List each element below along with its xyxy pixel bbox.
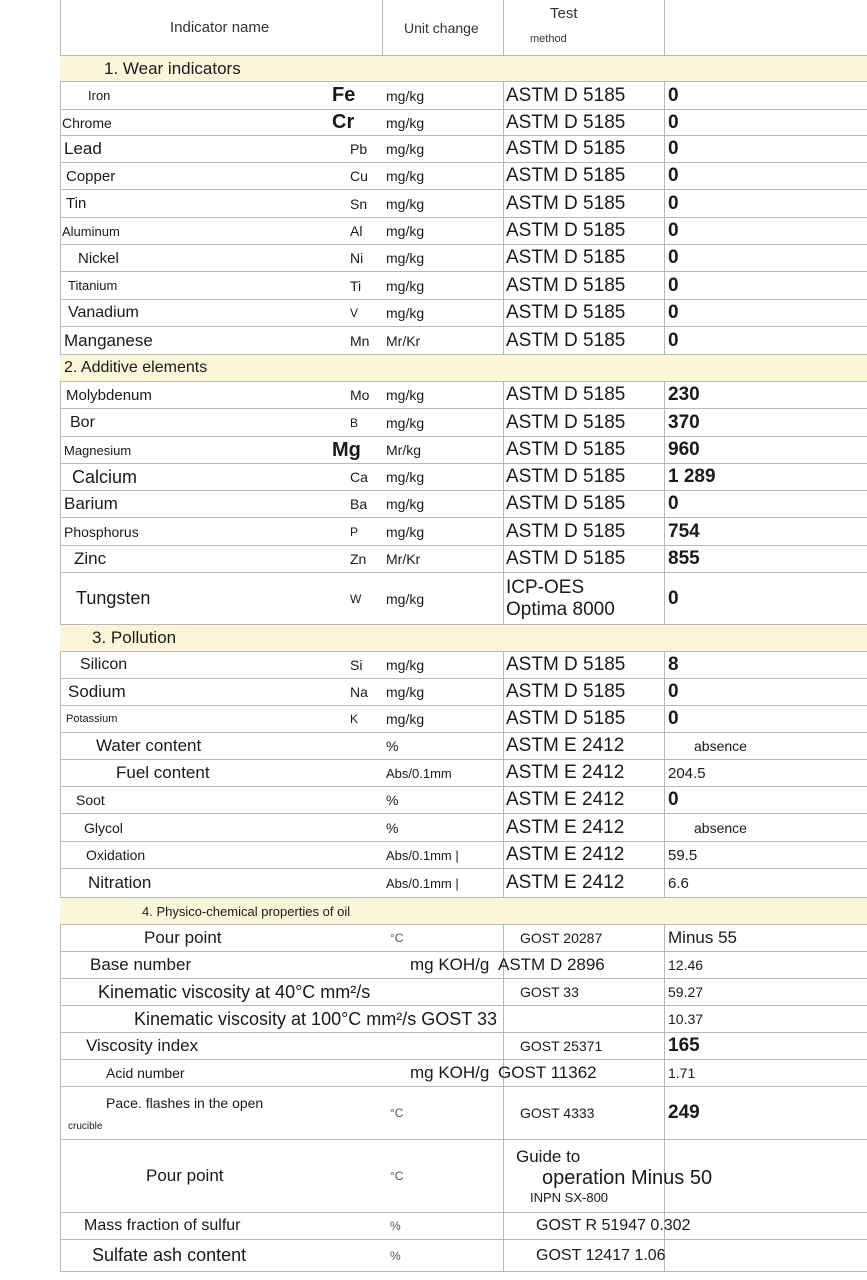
result-value: 59.5	[668, 846, 698, 864]
table-row	[60, 869, 867, 898]
test-method-line: ICP-OES	[506, 576, 585, 598]
header-indicator: Indicator name	[170, 19, 270, 36]
result-value: 0	[668, 247, 679, 268]
section-title: 1. Wear indicators	[104, 58, 241, 78]
indicator-name: Viscosity index	[86, 1036, 199, 1055]
indicator-name: Soot	[76, 792, 105, 808]
indicator-name: Calcium	[72, 466, 138, 487]
test-method: ASTM D 5185	[506, 220, 626, 241]
result-value: 6.6	[668, 874, 689, 892]
indicator-name	[68, 1087, 368, 1139]
section-title: 2. Additive elements	[64, 359, 208, 376]
test-method: ASTM D 5185	[506, 192, 626, 214]
indicator-name: Magnesium	[64, 442, 132, 458]
element-symbol: Ti	[350, 277, 362, 294]
test-method: ASTM D 5185	[506, 111, 626, 133]
unit-value: °C	[390, 931, 404, 945]
element-symbol: Mo	[350, 387, 370, 403]
indicator-name: Copper	[66, 167, 116, 185]
table-row	[60, 925, 867, 952]
element-symbol: W	[350, 591, 362, 606]
test-method	[516, 1140, 776, 1212]
test-method: ASTM E 2412	[506, 735, 625, 756]
result-value: 12.46	[668, 957, 704, 973]
result-value: 0	[668, 220, 679, 241]
table-row	[60, 1240, 867, 1272]
element-symbol: Si	[350, 657, 363, 673]
table-row	[60, 218, 867, 245]
test-method: ASTM D 5185	[506, 654, 626, 675]
unit-value: Mr/Kr	[386, 551, 421, 567]
test-method: ASTM D 2896	[498, 955, 605, 974]
result-value: absence	[694, 819, 747, 836]
unit-value: mg KOH/g	[410, 955, 490, 974]
element-symbol: Zn	[350, 551, 367, 567]
table-row	[60, 491, 867, 518]
indicator-name: Sodium	[68, 682, 126, 701]
table-row	[60, 1140, 867, 1213]
indicator-name: Phosphorus	[64, 523, 139, 540]
result-value: 0	[668, 587, 679, 609]
unit-value: mg/kg	[386, 387, 425, 403]
test-method: ASTM E 2412	[506, 844, 625, 865]
test-method-line: INPN SX-800	[530, 1190, 609, 1205]
unit-value: mg/kg	[386, 305, 425, 321]
test-method: ASTM E 2412	[506, 816, 625, 838]
table-row	[60, 706, 867, 733]
result-value: absence	[694, 738, 747, 754]
element-symbol: Sn	[350, 195, 368, 212]
result-value: 960	[668, 439, 700, 460]
element-symbol: K	[350, 712, 359, 726]
result-value: 0	[668, 165, 679, 186]
table-row	[60, 110, 867, 136]
result-value: 370	[668, 411, 700, 433]
table-row	[60, 437, 867, 464]
table-row	[60, 1033, 867, 1060]
indicator-name: Lead	[64, 139, 102, 158]
indicator-name: Bor	[70, 413, 95, 431]
unit-value: mg/kg	[386, 496, 425, 512]
element-symbol: Na	[350, 684, 368, 700]
test-method: ASTM D 5185	[506, 165, 626, 186]
table-row	[60, 979, 867, 1006]
test-method: GOST 4333	[520, 1105, 595, 1121]
indicator-name: Nickel	[78, 249, 119, 267]
indicator-name: Tin	[66, 195, 87, 212]
result-value: 855	[668, 548, 700, 569]
result-value: 59.27	[668, 984, 704, 1000]
element-symbol: P	[350, 524, 359, 539]
table-row	[60, 842, 867, 869]
unit-value: mg/kg	[386, 250, 425, 266]
table-row	[60, 190, 867, 218]
result-value: 0	[668, 493, 679, 514]
unit-value: mg/kg	[386, 223, 425, 239]
result-value: 10.37	[668, 1011, 704, 1027]
indicator-name: Kinematic viscosity at 100°C mm²/s GOST 33	[134, 1008, 497, 1029]
element-symbol: Ni	[350, 250, 364, 266]
unit-value: °C	[390, 1169, 404, 1183]
section-title: 4. Physico-chemical properties of oil	[142, 903, 351, 919]
indicator-name: Nitration	[88, 873, 152, 892]
result-value: 0	[668, 681, 679, 702]
indicator-name: Silicon	[80, 656, 128, 673]
unit-value: mg/kg	[386, 657, 425, 673]
unit-value: °C	[390, 1106, 404, 1120]
unit-value: mg/kg	[386, 711, 425, 727]
test-method-line: Guide to	[516, 1147, 581, 1166]
table-row	[60, 300, 867, 327]
test-method: ASTM D 5185	[506, 274, 626, 296]
result-value: 8	[668, 654, 679, 675]
test-method	[506, 573, 664, 624]
table-row	[60, 518, 867, 546]
test-method: GOST 20287	[520, 930, 603, 946]
unit-value: mg/kg	[386, 414, 425, 431]
element-symbol: Cu	[350, 168, 368, 184]
indicator-name: Fuel content	[116, 763, 210, 782]
section-additive	[60, 355, 867, 382]
table-row	[60, 787, 867, 814]
table-row	[60, 760, 867, 787]
result-value: 0	[668, 708, 679, 729]
table-row	[60, 1060, 867, 1087]
table-row	[60, 382, 867, 409]
result-value: 0	[668, 111, 679, 133]
result-value: 165	[668, 1035, 700, 1056]
table-row	[60, 1087, 867, 1140]
element-symbol: V	[350, 306, 359, 320]
table-row	[60, 733, 867, 760]
table-row	[60, 546, 867, 573]
unit-value: Mr/kg	[386, 442, 421, 458]
indicator-name-line: Pace. flashes in the open	[106, 1094, 264, 1111]
indicator-name: Glycol	[84, 819, 123, 836]
indicator-name: Kinematic viscosity at 40°C mm²/s	[98, 981, 371, 1002]
indicator-name: Pour point	[144, 928, 222, 947]
analysis-table	[60, 0, 867, 1272]
indicator-name-line: crucible	[68, 1120, 103, 1132]
indicator-name: Manganese	[64, 330, 153, 350]
result-value: 1.71	[668, 1065, 696, 1081]
element-symbol: B	[350, 415, 359, 430]
indicator-name: Acid number	[106, 1065, 185, 1081]
unit-value: Abs/0.1mm |	[386, 847, 459, 863]
unit-value: mg/kg	[386, 87, 425, 104]
element-symbol: Mg	[332, 438, 361, 461]
table-header	[60, 0, 867, 56]
unit-value: Mr/Kr	[386, 332, 421, 349]
section-wear	[60, 56, 867, 82]
header-test: Test	[550, 5, 578, 22]
unit-value: mg/kg	[386, 168, 425, 184]
unit-value: Abs/0.1mm |	[386, 875, 459, 891]
table-row	[60, 136, 867, 163]
result-value: 0	[668, 789, 679, 810]
result-value: 754	[668, 520, 700, 542]
table-row	[60, 1213, 867, 1240]
indicator-name: Oxidation	[86, 847, 146, 863]
result-value: 0	[668, 329, 679, 351]
result-value: 1 289	[668, 466, 716, 487]
unit-value: mg/kg	[386, 684, 425, 700]
header-method: method	[530, 33, 567, 45]
element-symbol: Pb	[350, 141, 368, 157]
section-pollution	[60, 625, 867, 652]
table-row	[60, 679, 867, 706]
result-value: 204.5	[668, 764, 706, 782]
table-row	[60, 573, 867, 625]
unit-value: Abs/0.1mm	[386, 765, 452, 781]
result-value: Minus 55	[668, 928, 737, 947]
table-row	[60, 272, 867, 300]
table-row	[60, 163, 867, 190]
test-method: ASTM D 5185	[506, 411, 626, 433]
unit-value: mg/kg	[386, 195, 425, 212]
unit-value: %	[386, 819, 399, 836]
result-value: 0	[668, 274, 679, 296]
unit-value: mg/kg	[386, 277, 425, 294]
test-method-line: Optima 8000	[506, 598, 615, 620]
unit-value: %	[386, 792, 399, 808]
test-method: ASTM D 5185	[506, 466, 626, 487]
unit-value: %	[386, 738, 399, 754]
indicator-name: Barium	[64, 494, 118, 513]
test-method: ASTM D 5185	[506, 302, 626, 323]
element-symbol: Mn	[350, 332, 370, 349]
unit-value: %	[390, 1248, 401, 1263]
result-value: 0	[668, 84, 679, 106]
unit-value: mg/kg	[386, 141, 425, 157]
element-symbol: Al	[350, 223, 363, 239]
result-value: 230	[668, 384, 700, 405]
unit-value: mg/kg	[386, 590, 425, 607]
indicator-name: Iron	[88, 88, 111, 103]
result-value: 249	[668, 1102, 700, 1123]
indicator-name: Sulfate ash content	[92, 1245, 247, 1265]
test-method: GOST R 51947 0.302	[536, 1217, 691, 1234]
table-row	[60, 1006, 867, 1033]
test-method: ASTM E 2412	[506, 872, 625, 893]
result-value: 0	[668, 302, 679, 323]
element-symbol: Ba	[350, 496, 368, 512]
unit-value: %	[390, 1219, 401, 1233]
section-physchem	[60, 898, 867, 925]
unit-value: mg/kg	[386, 523, 425, 540]
test-method: ASTM D 5185	[506, 493, 626, 514]
table-row	[60, 464, 867, 491]
test-method: ASTM E 2412	[506, 762, 625, 783]
test-method: ASTM D 5185	[506, 384, 626, 405]
test-method: ASTM D 5185	[506, 138, 626, 159]
test-method: GOST 12417 1.06	[536, 1246, 666, 1264]
element-symbol: Cr	[332, 111, 355, 133]
indicator-name: Mass fraction of sulfur	[84, 1217, 241, 1234]
indicator-name: Water content	[96, 736, 202, 755]
unit-value: mg/kg	[386, 469, 425, 485]
indicator-name: Potassium	[66, 713, 118, 725]
test-method-line: operation Minus 50	[542, 1167, 713, 1189]
table-row	[60, 652, 867, 679]
indicator-name: Pour point	[146, 1166, 224, 1185]
indicator-name: Titanium	[68, 278, 118, 293]
test-method: ASTM E 2412	[506, 789, 625, 810]
table-row	[60, 327, 867, 355]
indicator-name: Vanadium	[68, 304, 139, 321]
table-row	[60, 952, 867, 979]
indicator-name: Chrome	[62, 114, 112, 131]
test-method: ASTM D 5185	[506, 708, 626, 729]
test-method: GOST 33	[520, 984, 579, 1000]
indicator-name: Tungsten	[76, 588, 151, 608]
test-method: ASTM D 5185	[506, 520, 626, 542]
result-value: 0	[668, 138, 679, 159]
indicator-name: Base number	[90, 955, 192, 974]
element-symbol: Ca	[350, 469, 368, 485]
test-method: ASTM D 5185	[506, 329, 626, 351]
test-method: ASTM D 5185	[506, 84, 626, 106]
indicator-name: Aluminum	[62, 223, 120, 239]
table-row	[60, 814, 867, 842]
table-row	[60, 245, 867, 272]
result-value: 0	[668, 192, 679, 214]
element-symbol: Fe	[332, 84, 356, 106]
indicator-name: Zinc	[74, 549, 107, 568]
indicator-name: Molybdenum	[66, 386, 152, 404]
section-title: 3. Pollution	[92, 628, 177, 647]
unit-value: mg KOH/g	[410, 1063, 490, 1082]
test-method: GOST 11362	[498, 1063, 597, 1082]
test-method: ASTM D 5185	[506, 247, 626, 268]
test-method: ASTM D 5185	[506, 548, 626, 569]
test-method: ASTM D 5185	[506, 681, 626, 702]
table-row	[60, 82, 867, 110]
test-method: ASTM D 5185	[506, 439, 626, 460]
table-row	[60, 409, 867, 437]
unit-value: mg/kg	[386, 114, 425, 131]
header-unit: Unit change	[404, 19, 479, 36]
test-method: GOST 25371	[520, 1038, 603, 1054]
